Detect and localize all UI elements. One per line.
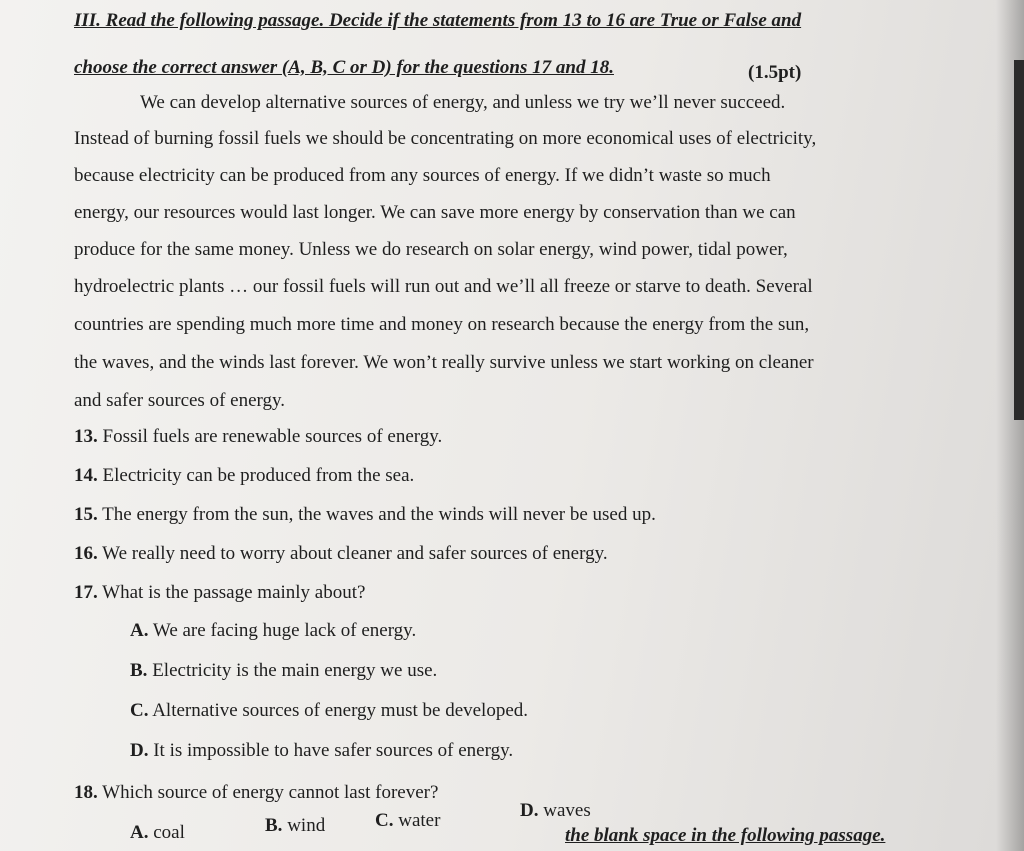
question-text: Which source of energy cannot last forever? xyxy=(102,782,439,803)
points-label: (1.5pt) xyxy=(748,62,802,83)
question-text: What is the passage mainly about? xyxy=(102,582,366,603)
statement-text: Fossil fuels are renewable sources of energy. xyxy=(102,426,443,447)
question-number: 18. xyxy=(74,782,98,803)
q18-option-b xyxy=(265,815,325,837)
q18-option-c xyxy=(375,810,440,832)
statement-number: 15. xyxy=(74,504,98,525)
section-heading-line-1: III. Read the following passage. Decide if the statements from 13 to 16 are True or False and xyxy=(74,10,802,31)
option-letter: C. xyxy=(375,810,394,831)
option-text: It is impossible to have safer sources of energy. xyxy=(153,740,514,761)
q17-option-d xyxy=(130,740,513,762)
passage-line-9: and safer sources of energy. xyxy=(74,390,286,411)
passage-line-5: produce for the same money. Unless we do research on solar energy, wind power, tidal power, xyxy=(74,239,788,260)
dark-background-edge xyxy=(1014,60,1024,420)
option-text: coal xyxy=(153,822,185,843)
passage-line-1: We can develop alternative sources of energy, and unless we try we’ll never succeed. xyxy=(140,92,786,113)
statement-number: 16. xyxy=(74,543,98,564)
option-letter: A. xyxy=(130,822,149,843)
option-letter: D. xyxy=(520,800,539,821)
passage-line-6: hydroelectric plants … our fossil fuels will run out and we’ll all freeze or starve to death. Several xyxy=(74,276,813,297)
option-letter: B. xyxy=(130,660,148,681)
statement-13 xyxy=(74,426,442,448)
q17-option-a xyxy=(130,620,416,642)
option-text: Electricity is the main energy we use. xyxy=(152,660,438,681)
statement-number: 13. xyxy=(74,426,98,447)
q17-option-c xyxy=(130,700,528,722)
option-text: waves xyxy=(543,800,591,821)
statement-text: The energy from the sun, the waves and the winds will never be used up. xyxy=(102,504,656,525)
q18-option-d xyxy=(520,800,591,822)
passage-line-8: the waves, and the winds last forever. We won’t really survive unless we start working on cleaner xyxy=(74,352,814,373)
statement-14 xyxy=(74,465,414,487)
passage-line-7: countries are spending much more time and money on research because the energy from the sun, xyxy=(74,314,810,335)
option-letter: D. xyxy=(130,740,149,761)
passage-line-3: because electricity can be produced from any sources of energy. If we didn’t waste so much xyxy=(74,165,771,186)
option-text: water xyxy=(398,810,441,831)
statement-15 xyxy=(74,504,656,526)
section-heading-line-2: choose the correct answer (A, B, C or D) for the questions 17 and 18. xyxy=(74,57,614,78)
option-letter: B. xyxy=(265,815,283,836)
statement-text: We really need to worry about cleaner and safer sources of energy. xyxy=(102,543,608,564)
statement-16 xyxy=(74,543,608,565)
question-17 xyxy=(74,582,365,604)
question-18 xyxy=(74,782,438,804)
option-letter: A. xyxy=(130,620,149,641)
statement-text: Electricity can be produced from the sea. xyxy=(102,465,415,486)
passage-line-4: energy, our resources would last longer. We can save more energy by conservation than we can xyxy=(74,202,796,223)
option-letter: C. xyxy=(130,700,149,721)
q18-option-a xyxy=(130,822,185,844)
statement-number: 14. xyxy=(74,465,98,486)
option-text: Alternative sources of energy must be developed. xyxy=(152,700,529,721)
passage-line-2: Instead of burning fossil fuels we should be concentrating on more economical uses of electricity, xyxy=(74,128,817,149)
option-text: wind xyxy=(287,815,326,836)
next-section-fragment: the blank space in the following passage. xyxy=(565,825,886,846)
q17-option-b xyxy=(130,660,437,682)
option-text: We are facing huge lack of energy. xyxy=(152,620,417,641)
question-number: 17. xyxy=(74,582,98,603)
